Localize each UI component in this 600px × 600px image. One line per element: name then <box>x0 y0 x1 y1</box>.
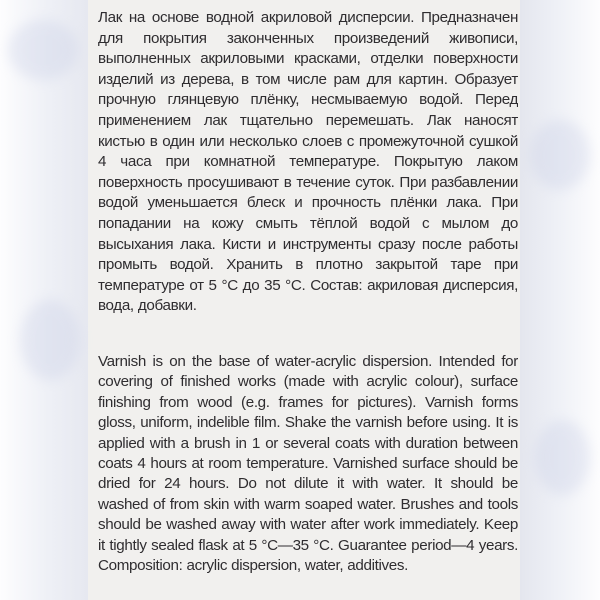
russian-line: применением лак тщательно перемешать. Лак наносят <box>98 111 518 129</box>
russian-line: 4 часа при комнатной температуре. Покрытую лаком <box>98 153 518 171</box>
russian-line: прочную глянцевую плёнку, несмываемую водой. Перед <box>98 91 518 109</box>
english-line: applied with a brush in 1 or several coats with duration between <box>98 434 518 452</box>
russian-instructions <box>98 8 518 317</box>
russian-line: водой уменьшается блеск и прочность плёнки лака. При <box>98 194 518 212</box>
english-line: coats 4 hours at room temperature. Varnished surface should be <box>98 455 518 473</box>
english-line: should be washed away with water after work immediately. Keep <box>98 516 518 534</box>
russian-line: высыхания лака. Кисти и инструменты сразу после работы <box>98 235 518 253</box>
english-line: gloss, uniform, indelible film. Shake the varnish before using. It is <box>98 414 518 432</box>
russian-line: выполненных акриловыми красками, отделки поверхности <box>98 50 518 68</box>
russian-line: изделий из дерева, в том числе рам для картин. Образует <box>98 70 518 88</box>
russian-line: промыть водой. Хранить в плотно закрытой таре при <box>98 256 518 274</box>
russian-line: кистью в один или несколько слоев с промежуточной сушкой <box>98 132 518 150</box>
english-line: it tightly sealed flask at 5 °C—35 °C. Guarantee period—4 years. <box>98 536 518 554</box>
russian-line: температуре от 5 °С до 35 °С. Состав: акриловая дисперсия, <box>98 276 518 294</box>
background-pattern <box>535 420 590 495</box>
english-line: Varnish is on the base of water-acrylic dispersion. Intended for <box>98 353 518 370</box>
background-pattern <box>530 120 590 190</box>
english-line: Composition: acrylic dispersion, water, additives. <box>98 557 408 575</box>
russian-line: попадании на кожу смыть тёплой водой с мылом до <box>98 214 518 232</box>
russian-line: для покрытия законченных произведений живописи, <box>98 29 518 47</box>
english-line: finishing from wood (e.g. frames for pictures). Varnish forms <box>98 393 518 411</box>
russian-line: поверхность просушивают в течение суток. При разбавлении <box>98 173 518 191</box>
label-right-edge <box>520 0 600 600</box>
background-pattern <box>20 300 80 380</box>
russian-line: Лак на основе водной акриловой дисперсии. Предназначен <box>98 9 518 26</box>
english-instructions <box>98 352 518 576</box>
background-pattern <box>8 20 78 80</box>
english-line: washed of from skin with warm soaped water. Brushes and tools <box>98 495 518 513</box>
english-line: dried for 24 hours. Do not dilute it with water. It should be <box>98 475 518 493</box>
english-line: covering of finished works (made with acrylic colour), surface <box>98 373 518 391</box>
russian-line: вода, добавки. <box>98 297 197 315</box>
